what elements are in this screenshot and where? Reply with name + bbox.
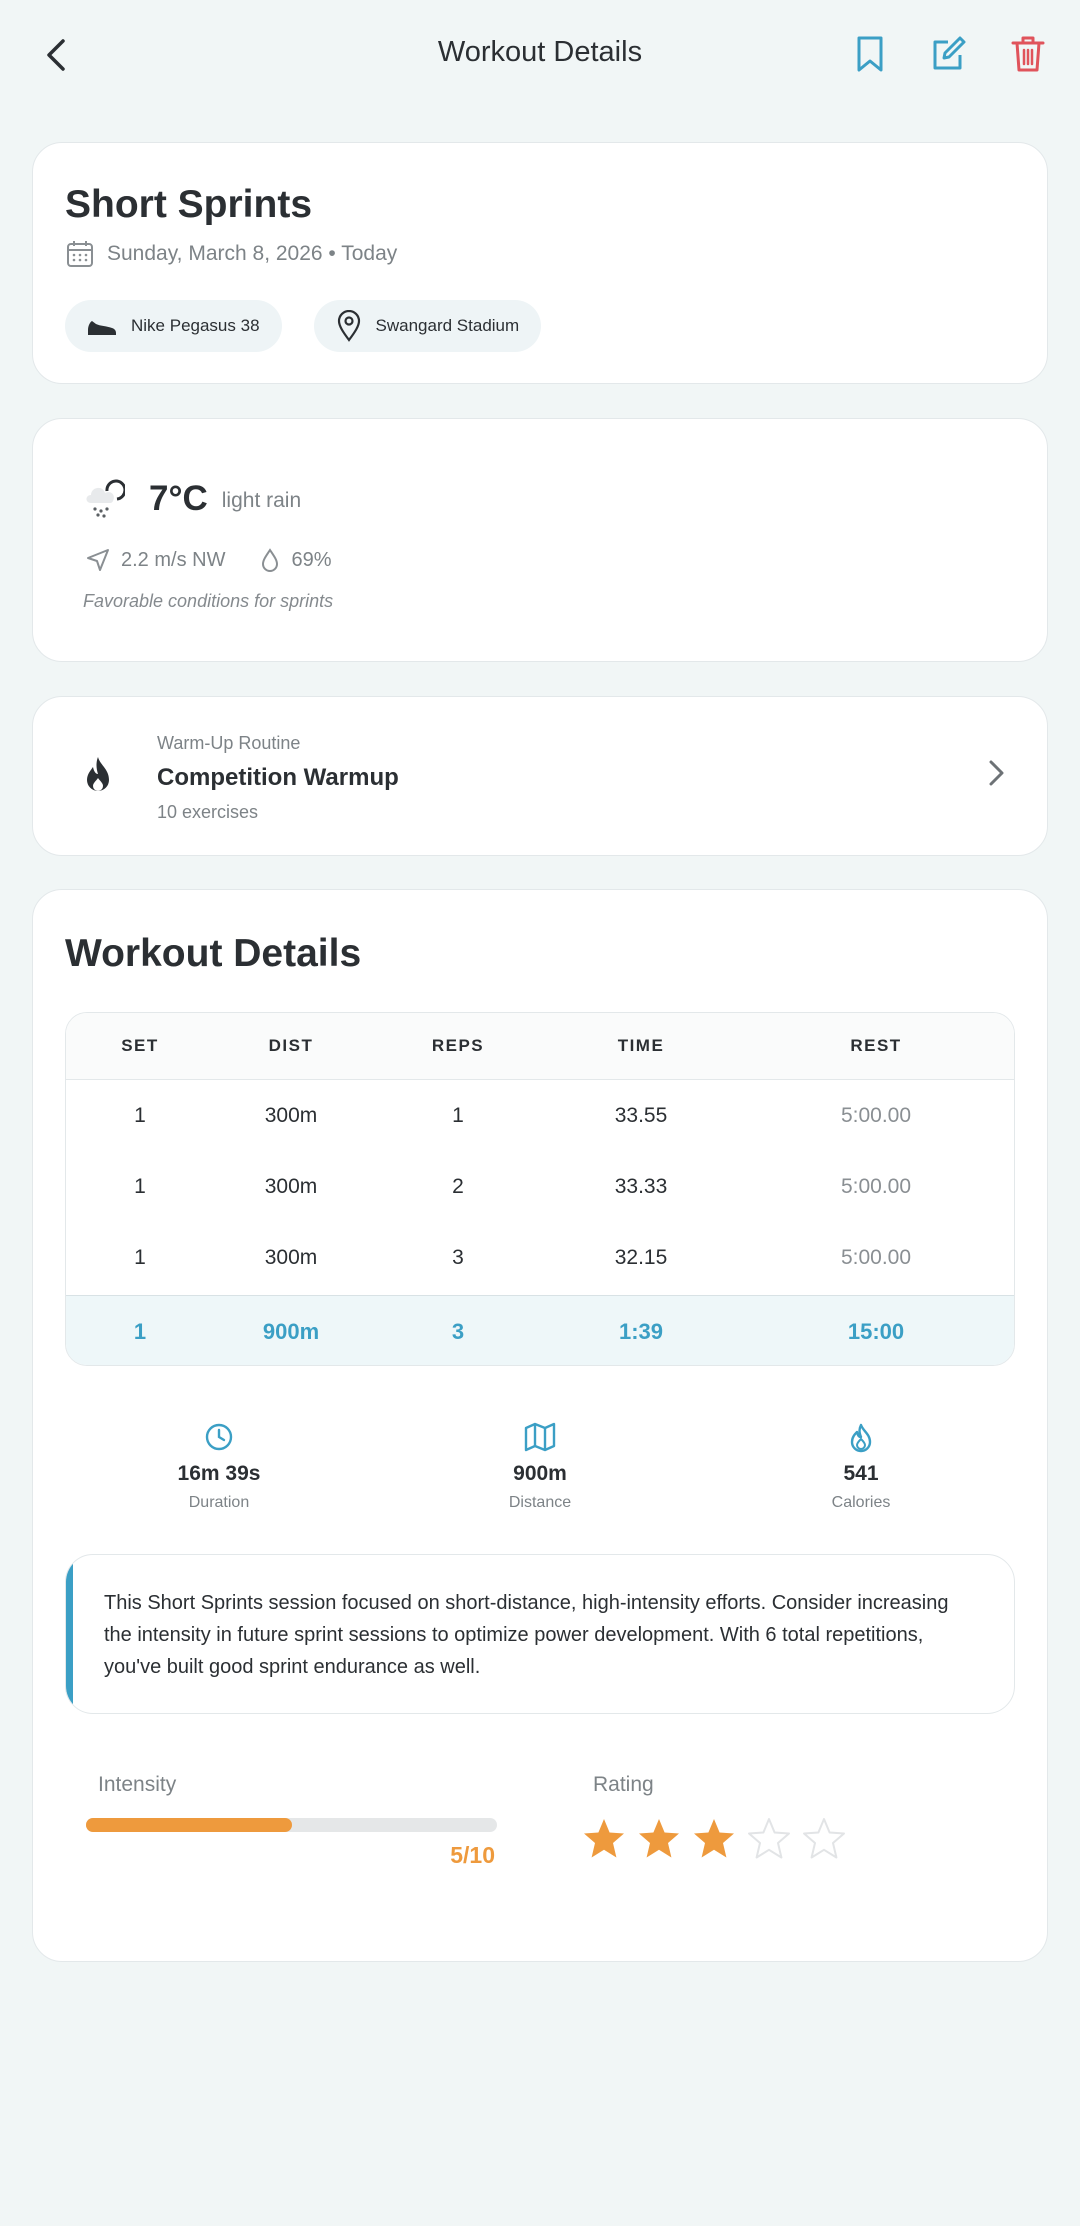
star-empty-icon[interactable] xyxy=(801,1816,847,1862)
total-dist: 900m xyxy=(262,1318,320,1344)
workout-details-card xyxy=(32,889,1048,1962)
wind-speed: 2.2 m/s NW xyxy=(121,548,226,571)
cell-set: 1 xyxy=(134,1245,146,1269)
duration-stat xyxy=(119,1422,319,1512)
shoe-icon xyxy=(87,316,117,336)
total-reps: 3 xyxy=(451,1318,465,1344)
droplet-icon xyxy=(259,547,281,573)
location-name: Swangard Stadium xyxy=(375,316,520,335)
duration-value: 16m 39s xyxy=(177,1462,261,1485)
top-bar xyxy=(0,0,1080,110)
cell-time: 32.15 xyxy=(614,1245,668,1269)
cell-rest: 5:00.00 xyxy=(840,1174,912,1198)
map-pin-icon xyxy=(336,310,362,342)
total-rest: 15:00 xyxy=(847,1318,905,1344)
cell-set: 1 xyxy=(134,1174,146,1198)
cell-dist: 300m xyxy=(264,1174,318,1198)
table-row xyxy=(66,1151,1014,1222)
stats-row xyxy=(33,1422,1047,1522)
edit-button[interactable] xyxy=(926,32,970,76)
duration-label: Duration xyxy=(188,1494,250,1511)
trash-icon xyxy=(1010,34,1046,74)
column-header: TIME xyxy=(617,1036,665,1055)
bookmark-button[interactable] xyxy=(848,32,892,76)
table-row xyxy=(66,1222,1014,1293)
column-header: REST xyxy=(850,1036,902,1055)
distance-value: 900m xyxy=(513,1462,567,1485)
rain-cloud-icon xyxy=(81,477,125,521)
flame-icon xyxy=(83,755,113,795)
location-chip[interactable] xyxy=(314,300,542,352)
insight-accent-bar xyxy=(66,1555,73,1713)
cell-reps: 2 xyxy=(452,1174,464,1198)
calories-stat xyxy=(761,1422,961,1512)
total-set: 1 xyxy=(133,1318,147,1344)
cell-time: 33.55 xyxy=(614,1103,668,1127)
warmup-exercise-count: 10 exercises xyxy=(157,802,259,822)
bookmark-icon xyxy=(854,34,886,74)
shoe-name: Nike Pegasus 38 xyxy=(131,316,260,335)
star-filled-icon[interactable] xyxy=(691,1816,737,1862)
table-header xyxy=(66,1013,1014,1080)
rating-label: Rating xyxy=(593,1773,654,1796)
insight-text: This Short Sprints session focused on short-distance, high-intensity efforts. Consider increasing the intensity in future sprint sessions to optimize power development. With 6 total repetitions, you've built good sprint endurance as well. xyxy=(104,1592,949,1678)
total-time: 1:39 xyxy=(618,1318,664,1344)
rating-stars xyxy=(581,1816,847,1862)
flame-icon xyxy=(848,1422,874,1454)
cell-rest: 5:00.00 xyxy=(840,1103,912,1127)
distance-stat xyxy=(440,1422,640,1512)
weather-description: light rain xyxy=(221,489,302,512)
calendar-icon xyxy=(65,239,95,269)
map-icon xyxy=(524,1422,556,1452)
workout-date-row xyxy=(65,239,397,269)
column-header: SET xyxy=(121,1036,159,1055)
star-empty-icon[interactable] xyxy=(746,1816,792,1862)
warmup-card[interactable] xyxy=(32,696,1048,856)
cell-rest: 5:00.00 xyxy=(840,1245,912,1269)
humidity-info xyxy=(259,547,331,573)
star-filled-icon[interactable] xyxy=(581,1816,627,1862)
delete-button[interactable] xyxy=(1006,32,1050,76)
cell-reps: 3 xyxy=(452,1245,464,1269)
intensity-label: Intensity xyxy=(98,1773,177,1796)
warmup-name: Competition Warmup xyxy=(157,764,399,791)
chevron-right-icon xyxy=(985,757,1007,789)
intensity-bar xyxy=(86,1818,497,1832)
workout-title: Short Sprints xyxy=(65,183,313,226)
column-header: REPS xyxy=(431,1036,485,1055)
humidity: 69% xyxy=(291,548,332,571)
cell-time: 33.33 xyxy=(614,1174,668,1198)
star-filled-icon[interactable] xyxy=(636,1816,682,1862)
navigation-arrow-icon xyxy=(85,547,111,573)
wind-info xyxy=(85,547,225,573)
column-header: DIST xyxy=(268,1036,314,1055)
sets-table xyxy=(65,1012,1015,1366)
weather-note: Favorable conditions for sprints xyxy=(83,591,334,611)
details-title: Workout Details xyxy=(65,932,362,975)
temperature: 7°C xyxy=(149,479,208,518)
page-title: Workout Details xyxy=(437,36,643,68)
edit-icon xyxy=(928,34,968,74)
shoe-chip[interactable] xyxy=(65,300,282,352)
cell-set: 1 xyxy=(134,1103,146,1127)
workout-insight xyxy=(65,1554,1015,1714)
weather-card xyxy=(32,418,1048,662)
workout-summary-card xyxy=(32,142,1048,384)
clock-icon xyxy=(204,1422,234,1452)
intensity-value: 5/10 xyxy=(450,1842,495,1868)
cell-dist: 300m xyxy=(264,1103,318,1127)
intensity-bar-fill xyxy=(86,1818,292,1832)
calories-label: Calories xyxy=(831,1494,891,1511)
distance-label: Distance xyxy=(508,1494,572,1511)
calories-value: 541 xyxy=(843,1462,879,1485)
cell-reps: 1 xyxy=(452,1103,464,1127)
table-row xyxy=(66,1080,1014,1151)
workout-date: Sunday, March 8, 2026 • Today xyxy=(107,242,398,265)
warmup-kicker: Warm-Up Routine xyxy=(157,733,301,753)
cell-dist: 300m xyxy=(264,1245,318,1269)
table-totals-row xyxy=(66,1295,1014,1366)
